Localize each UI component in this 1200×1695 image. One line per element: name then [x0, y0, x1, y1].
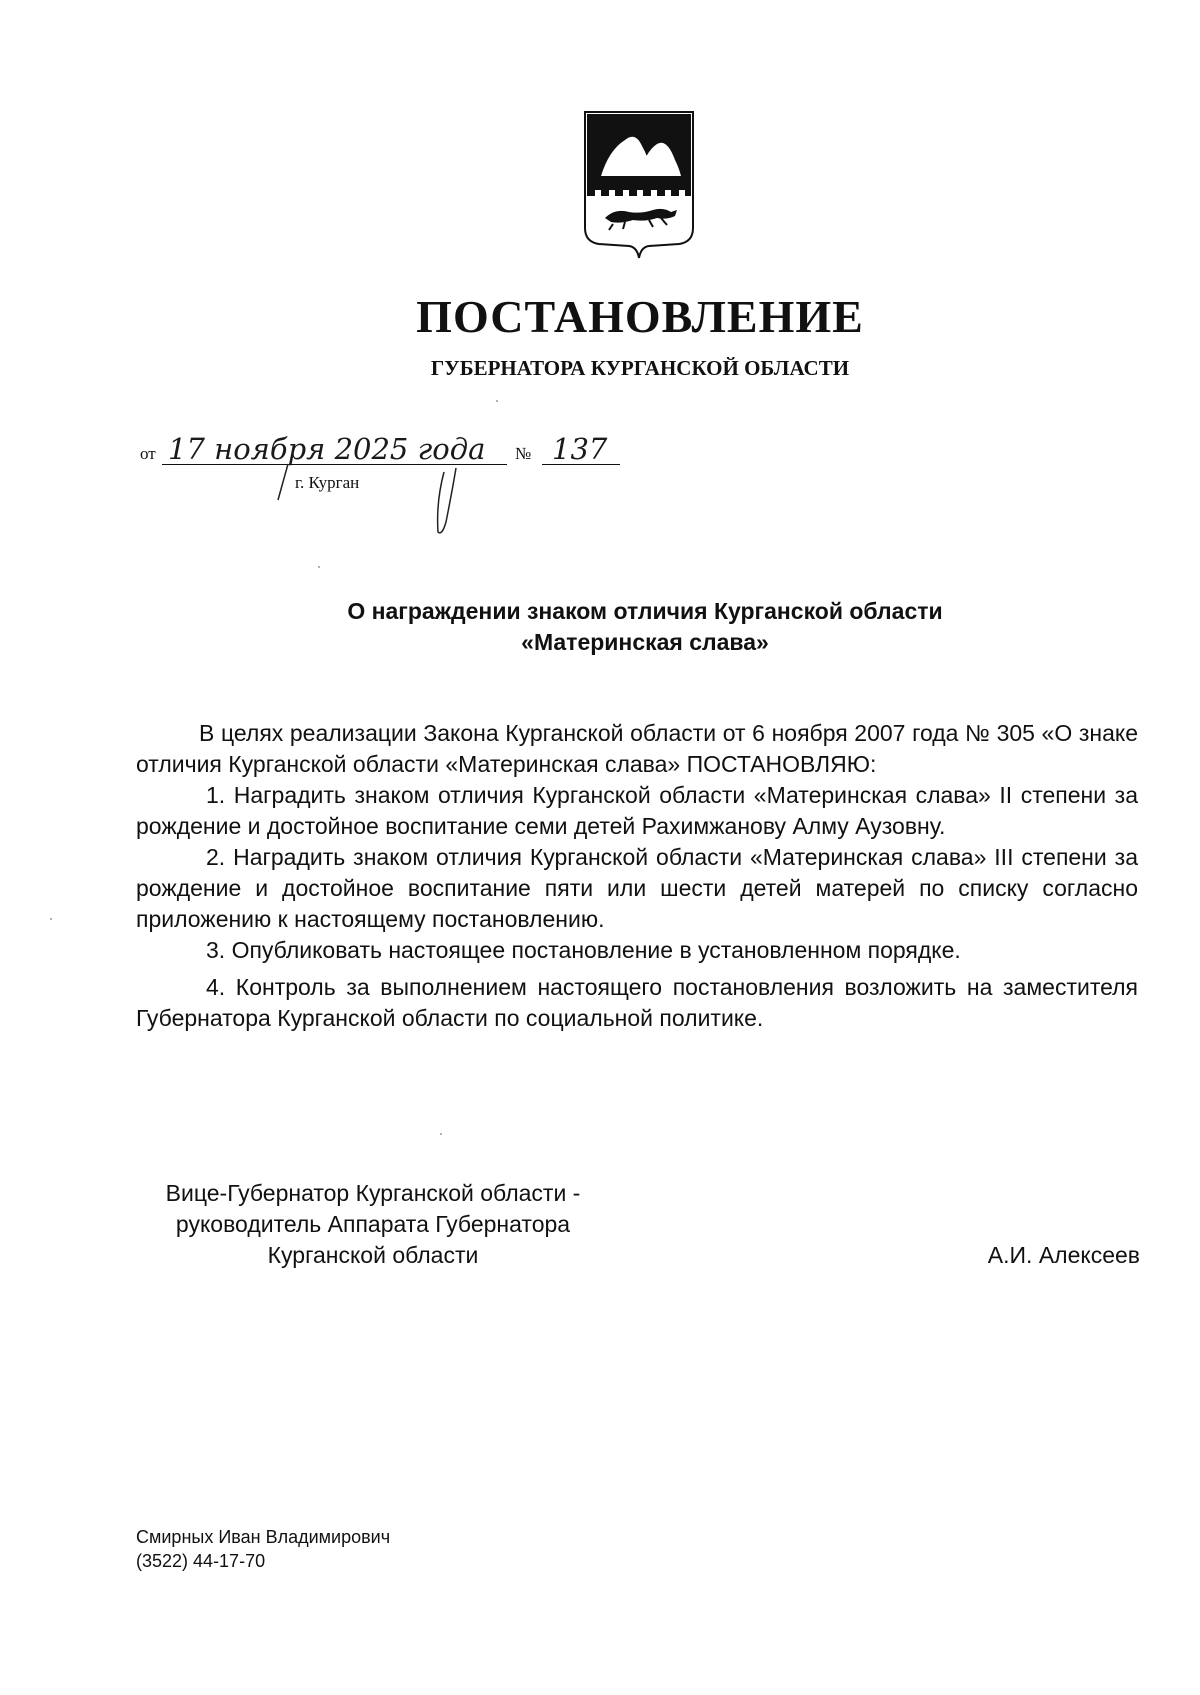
number-sign: №	[515, 444, 532, 463]
scan-speck	[50, 918, 52, 920]
scan-speck	[496, 400, 498, 402]
preamble-paragraph: В целях реализации Закона Курганской области от 6 ноября 2007 года № 305 «О знаке отличия Курганской области «Материнская слава» ПОСТАНОВЛЯЮ:	[136, 720, 1138, 777]
contact-phone: (3522) 44-17-70	[136, 1551, 266, 1571]
item-2-paragraph: 2. Наградить знаком отличия Курганской области «Материнская слава» III степени за рождение и достойное воспитание пяти или шести детей матерей по списку согласно приложению к настоящему постановлению.	[136, 844, 1138, 932]
contact-name: Смирных Иван Владимирович	[136, 1527, 391, 1547]
document-body	[136, 718, 1138, 1034]
signatory-name: А.И. Алексеев	[987, 1242, 1140, 1268]
position-line-3: Курганской области	[267, 1242, 479, 1268]
city-label: г. Курган	[295, 473, 360, 492]
coat-of-arms-icon	[583, 110, 695, 260]
document-title: ПОСТАНОВЛЕНИЕ	[416, 291, 864, 342]
handwritten-date: 17 ноября 2025 года	[168, 432, 486, 466]
scan-speck	[318, 566, 320, 568]
document-heading	[0, 596, 1200, 658]
position-line-1: Вице-Губернатор Курганской области -	[165, 1180, 581, 1206]
handwritten-number: 137	[552, 432, 608, 466]
scan-speck	[440, 1133, 442, 1135]
document-subtitle: ГУБЕРНАТОРА КУРГАНСКОЙ ОБЛАСТИ	[430, 356, 850, 380]
number-underline	[542, 464, 620, 465]
date-prefix: от	[140, 444, 156, 463]
item-1-paragraph: 1. Наградить знаком отличия Курганской области «Материнская слава» II степени за рождение и достойное воспитание семи детей Рахимжанову Алму Аузовну.	[136, 782, 1138, 839]
item-4-paragraph: 4. Контроль за выполнением настоящего постановления возложить на заместителя Губернатора Курганской области по социальной политике.	[136, 974, 1138, 1031]
contact-block	[136, 1525, 390, 1573]
heading-line-1: О награждении знаком отличия Курганской области	[347, 598, 943, 624]
heading-line-2: «Материнская слава»	[521, 629, 769, 655]
item-3-paragraph: 3. Опубликовать настоящее постановление в установленном порядке.	[206, 937, 961, 963]
signatory-position	[138, 1178, 608, 1271]
position-line-2: руководитель Аппарата Губернатора	[175, 1211, 571, 1237]
